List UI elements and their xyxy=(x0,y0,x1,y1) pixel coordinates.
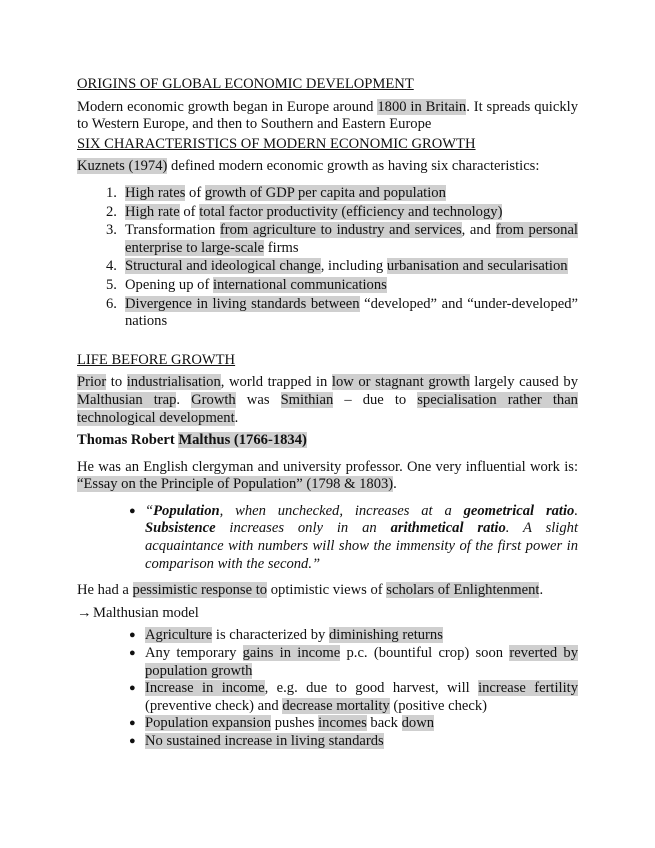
document-page xyxy=(77,76,578,751)
list-item: 2. High rate of total factor productivity (efficiency and technology) xyxy=(106,203,503,220)
paragraph-origins: Modern economic growth began in Europe around 1800 in Britain. It spreads quickly to Western Europe, and then to Southern and Eastern Europe xyxy=(77,98,578,133)
list-item: 5. Opening up of international communications xyxy=(106,276,387,293)
list-item: 3. Transformation from agriculture to industry and services, and from personal enterprise to large-scale firms xyxy=(106,222,578,256)
list-item: ● Any temporary gains in income p.c. (bountiful crop) soon reverted by population growth xyxy=(129,645,578,679)
list-item: ● No sustained increase in living standards xyxy=(129,733,384,749)
paragraph-life-before-growth: Prior to industrialisation, world trapped in low or stagnant growth largely caused by Malthusian trap. Growth was Smithian – due to specialisation rather than technological development. xyxy=(77,374,578,426)
arrow-right-icon: → xyxy=(77,604,92,621)
list-item: ● Population expansion pushes incomes back down xyxy=(129,715,435,732)
list-item: ● Increase in income, e.g. due to good harvest, will increase fertility (preventive check) and decrease mortality (positive check) xyxy=(129,680,578,714)
characteristics-list xyxy=(106,184,578,331)
heading-life-before-growth: LIFE BEFORE GROWTH xyxy=(77,351,236,368)
list-item: 1. High rates of growth of GDP per capita and population xyxy=(106,184,446,201)
paragraph-pessimistic: He had a pessimistic response to optimistic views of scholars of Enlightenment. xyxy=(77,582,544,599)
heading-origins: ORIGINS OF GLOBAL ECONOMIC DEVELOPMENT xyxy=(77,76,414,92)
heading-six-characteristics: SIX CHARACTERISTICS OF MODERN ECONOMIC GROWTH xyxy=(77,135,476,152)
malthus-quote-list xyxy=(129,502,579,573)
malthusian-model-label: →Malthusian model xyxy=(77,604,199,621)
list-item: ● “Population, when unchecked, increases at a geometrical ratio. Subsistence increases only in an arithmetical ratio. A slight acquaintance with numbers will show the immensity of the first power in comparison with the second.” xyxy=(129,502,579,572)
paragraph-kuznets: Kuznets (1974) defined modern economic growth as having six characteristics: xyxy=(77,158,540,175)
malthusian-model-list xyxy=(129,627,578,750)
list-item: ● Agriculture is characterized by diminishing returns xyxy=(129,627,443,644)
paragraph-malthus-bio: He was an English clergyman and university professor. One very influential work is: “Essay on the Principle of Population” (1798 & 1803). xyxy=(77,458,578,493)
list-item: 6. Divergence in living standards between “developed” and “under-developed” nations xyxy=(106,295,578,330)
heading-malthus: Thomas Robert Malthus (1766-1834) xyxy=(77,432,307,449)
list-item: 4. Structural and ideological change, including urbanisation and secularisation xyxy=(106,258,568,275)
